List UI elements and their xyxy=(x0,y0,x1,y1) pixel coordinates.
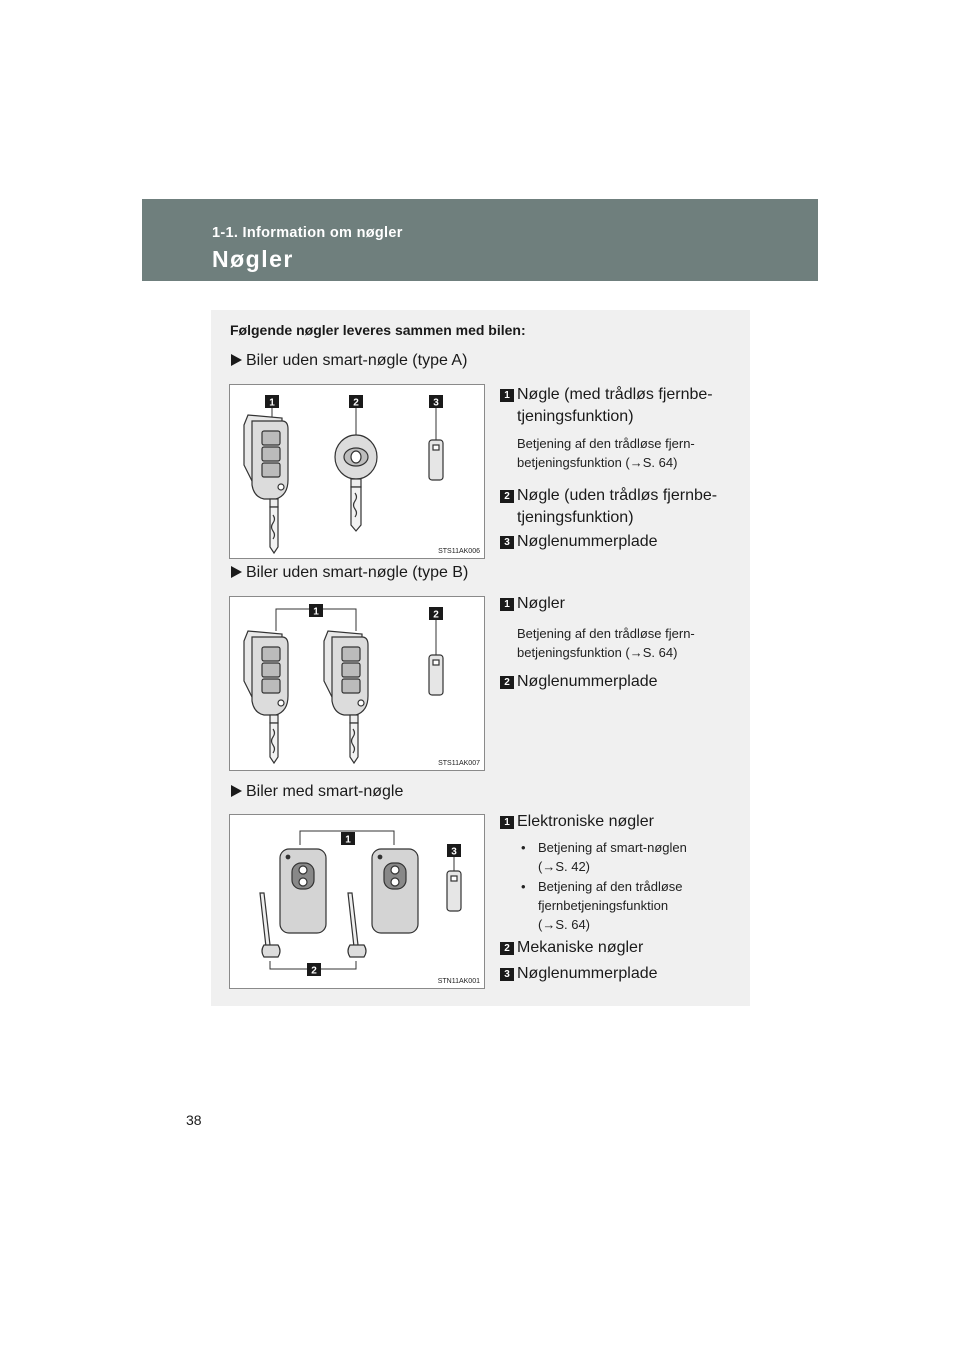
item-note: betjeningsfunktion (→S. 64) xyxy=(517,645,678,660)
item-note: betjeningsfunktion (→S. 64) xyxy=(517,455,678,470)
list-item-cont: tjeningsfunktion) xyxy=(517,408,634,425)
figure-type-a xyxy=(229,384,485,559)
bullet-dot: • xyxy=(521,879,526,894)
bullet-text: Betjening af smart-nøglen xyxy=(538,840,687,855)
svg-text:2: 2 xyxy=(433,609,439,621)
item-note: Betjening af den trådløse fjern- xyxy=(517,626,695,641)
figure-code: STS11AK006 xyxy=(438,548,480,555)
svg-text:3: 3 xyxy=(451,846,457,858)
section-header xyxy=(142,199,818,281)
bullet-text: Betjening af den trådløse xyxy=(538,879,683,894)
svg-text:1: 1 xyxy=(269,397,275,409)
intro-text: Følgende nøgler leveres sammen med bilen: xyxy=(230,322,526,338)
svg-text:2: 2 xyxy=(311,965,317,977)
list-item: 3 Nøglenummerplade xyxy=(500,962,730,985)
triangle-bullet-icon xyxy=(231,785,242,797)
group-c-heading: Biler med smart-nøgle xyxy=(231,783,403,801)
svg-text:3: 3 xyxy=(433,397,439,409)
list-item: 2 Mekaniske nøgler xyxy=(500,936,730,959)
svg-text:1: 1 xyxy=(313,606,319,618)
list-item: 1 Elektroniske nøgler xyxy=(500,810,730,833)
bullet-dot: • xyxy=(521,840,526,855)
item-note: Betjening af den trådløse fjern- xyxy=(517,436,695,451)
list-item: 1 Nøgle (med trådløs fjernbe- xyxy=(500,383,730,406)
figure-type-b xyxy=(229,596,485,771)
page-title: Nøgler xyxy=(212,246,294,272)
bullet-text: fjernbetjeningsfunktion xyxy=(538,898,669,913)
group-b-heading: Biler uden smart-nøgle (type B) xyxy=(231,564,468,582)
figure-code: STS11AK007 xyxy=(438,760,480,767)
list-item: 2 Nøgle (uden trådløs fjernbe- xyxy=(500,484,730,507)
svg-text:2: 2 xyxy=(353,397,359,409)
triangle-bullet-icon xyxy=(231,566,242,578)
figure-smart-key xyxy=(229,814,485,989)
section-label: 1-1. Information om nøgler xyxy=(212,225,403,241)
triangle-bullet-icon xyxy=(231,354,242,366)
list-item-cont: tjeningsfunktion) xyxy=(517,509,634,526)
figure-code: STN11AK001 xyxy=(437,978,480,985)
bullet-text: (→S. 64) xyxy=(538,917,591,932)
list-item: 3 Nøglenummerplade xyxy=(500,530,730,553)
list-item: 2 Nøglenummerplade xyxy=(500,670,730,693)
list-item: 1 Nøgler xyxy=(500,592,730,615)
page-number: 38 xyxy=(186,1112,202,1128)
bullet-text: (→S. 42) xyxy=(538,859,591,874)
group-a-heading: Biler uden smart-nøgle (type A) xyxy=(231,352,467,370)
svg-text:1: 1 xyxy=(345,834,351,846)
